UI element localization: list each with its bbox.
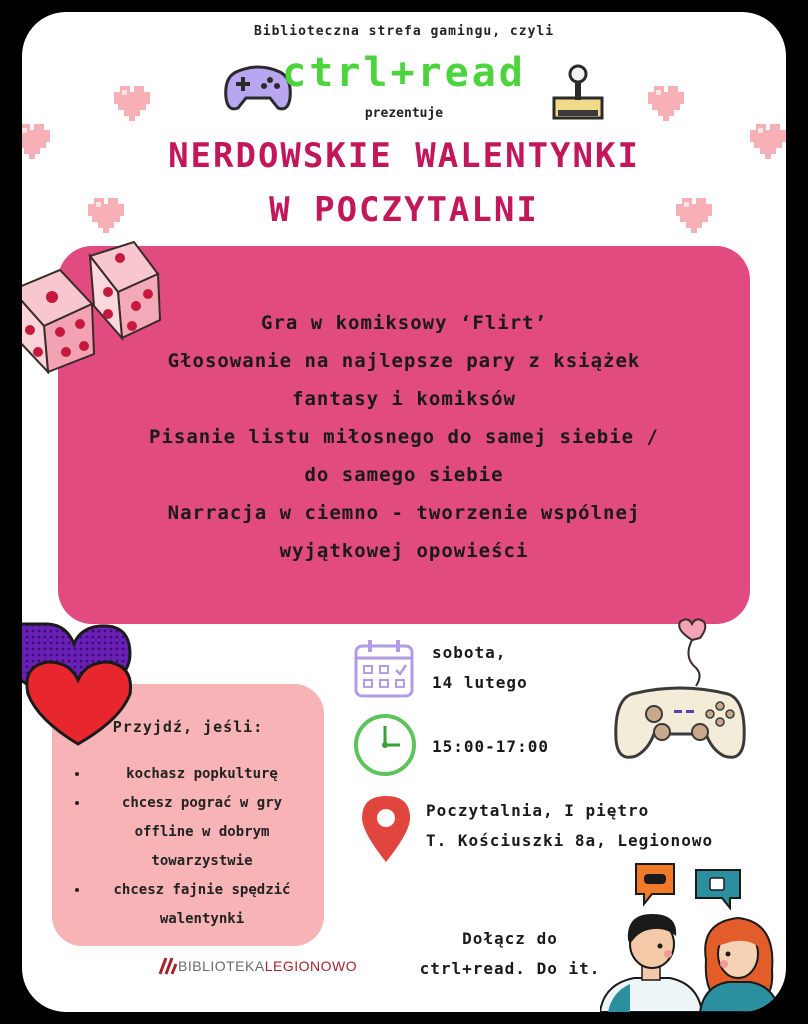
date-day: sobota, — [432, 643, 507, 662]
library-logo-part2: LEGIONOWO — [264, 958, 358, 974]
date-value: 14 lutego — [432, 673, 528, 692]
clock-icon — [352, 712, 418, 778]
location-venue: Poczytalnia, I piętro — [426, 801, 650, 820]
location-pin-icon — [358, 792, 414, 864]
activity-line: wyjątkowej opowieści — [279, 540, 529, 562]
library-logo-icon — [158, 956, 178, 976]
event-location — [426, 796, 713, 856]
game-controller-icon — [612, 610, 752, 770]
join-text — [410, 924, 610, 984]
join-line1: Dołącz do — [462, 929, 558, 948]
activity-line: Gra w komiksowy ‘Flirt’ — [260, 312, 548, 334]
activity-line: fantasy i komiksów — [292, 388, 516, 410]
library-logo-part1: BIBLIOTEKA — [178, 958, 265, 974]
event-title-line1: NERDOWSKIE WALENTYNKI — [168, 136, 640, 176]
activities-list — [58, 304, 750, 570]
presents-text: prezentuje — [364, 106, 444, 121]
activity-line: do samego siebie — [304, 464, 504, 486]
list-item: • chcesz pograć w gry offline w dobrym towarzystwie — [90, 789, 324, 876]
event-title-line2: W POCZYTALNI — [269, 190, 539, 230]
brand-logo: ctrl+read — [282, 50, 526, 96]
location-address: T. Kościuszki 8a, Legionowo — [426, 831, 714, 850]
activity-line: Pisanie listu miłosnego do samej siebie / — [149, 426, 659, 448]
event-date — [432, 638, 528, 698]
calendar-icon — [352, 636, 416, 700]
activity-line: Narracja w ciemno - tworzenie wspólnej — [167, 502, 641, 524]
list-item: • kochasz popkulturę — [90, 760, 324, 789]
join-line2: ctrl+read. Do it. — [419, 959, 601, 978]
couple-illustration — [600, 902, 786, 1012]
come-if-title: Przyjdź, jeśli: — [112, 718, 264, 736]
poster — [22, 12, 786, 1012]
activity-line: Głosowanie na najlepsze pary z książek — [167, 350, 641, 372]
event-time: 15:00-17:00 — [432, 737, 549, 756]
library-logo — [178, 958, 357, 974]
come-if-list — [52, 760, 324, 934]
intro-text: Biblioteczna strefa gamingu, czyli — [253, 24, 555, 39]
list-item: • chcesz fajnie spędzić walentynki — [90, 876, 324, 934]
